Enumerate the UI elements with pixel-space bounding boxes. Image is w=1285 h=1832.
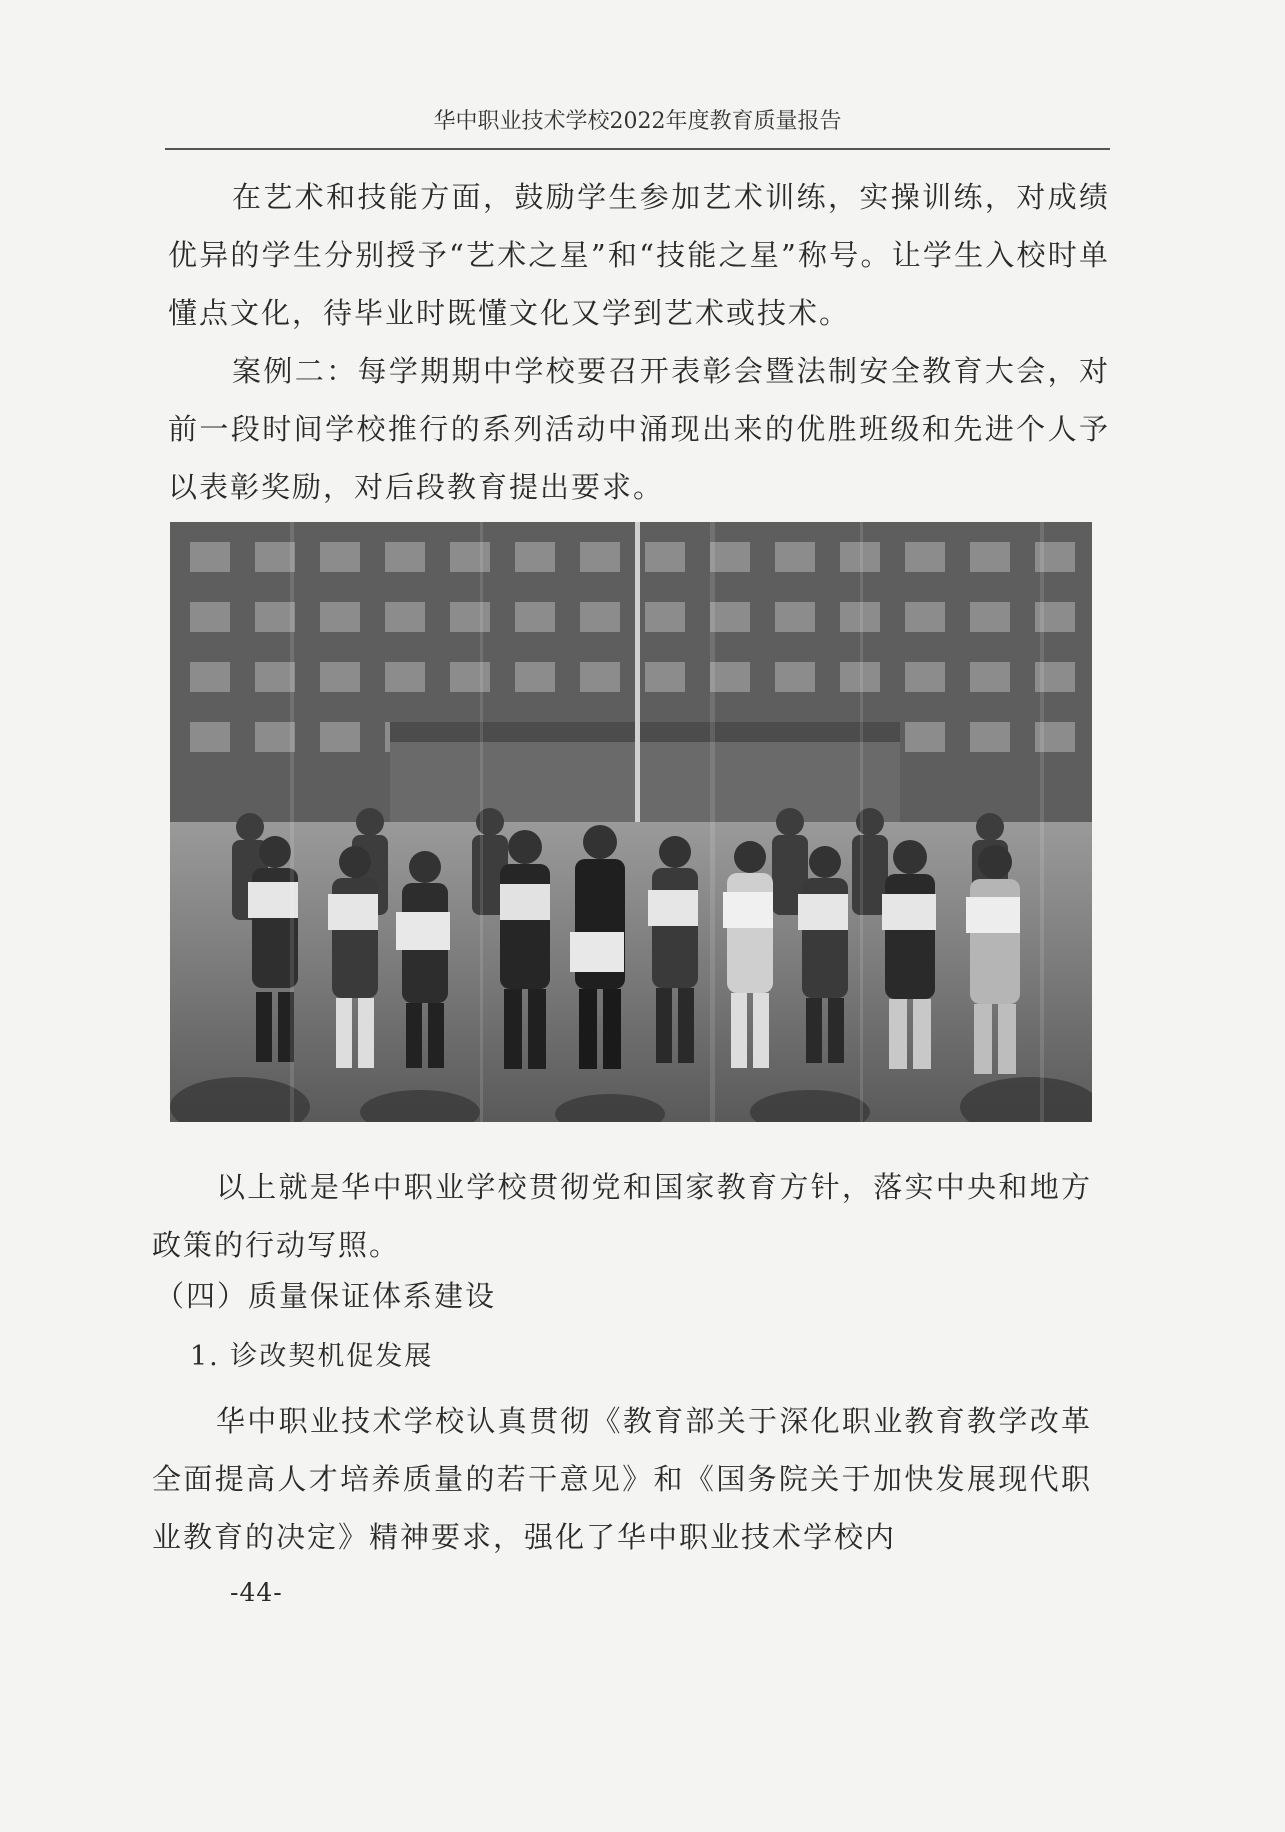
paragraph-art-skill: 在艺术和技能方面，鼓励学生参加艺术训练，实操训练，对成绩优异的学生分别授予“艺术之星”和“技能之星”称号。让学生入校时单懂点文化，待毕业时既懂文化又学到艺术或技术。 <box>168 180 1110 330</box>
award-ceremony-photo <box>170 522 1092 1122</box>
page-number: -44- <box>230 1578 283 1607</box>
header-divider <box>165 148 1110 150</box>
subsection-heading-diagnosis: 1. 诊改契机促发展 <box>190 1341 434 1372</box>
page-header-title: 华中职业技术学校2022年度教育质量报告 <box>433 109 842 134</box>
paragraph-summary: 以上就是华中职业学校贯彻党和国家教育方针，落实中央和地方政策的行动写照。 <box>152 1170 1092 1262</box>
section-heading-quality-assurance: （四）质量保证体系建设 <box>155 1279 497 1313</box>
paragraph-case-two: 案例二：每学期期中学校要召开表彰会暨法制安全教育大会，对前一段时间学校推行的系列活动中涌现出来的优胜班级和先进个人予以表彰奖励，对后段教育提出要求。 <box>168 354 1110 504</box>
paragraph-quality-body: 华中职业技术学校认真贯彻《教育部关于深化职业教育教学改革全面提高人才培养质量的若干意见》和《国务院关于加快发展现代职业教育的决定》精神要求，强化了华中职业技术学校内 <box>152 1404 1092 1554</box>
